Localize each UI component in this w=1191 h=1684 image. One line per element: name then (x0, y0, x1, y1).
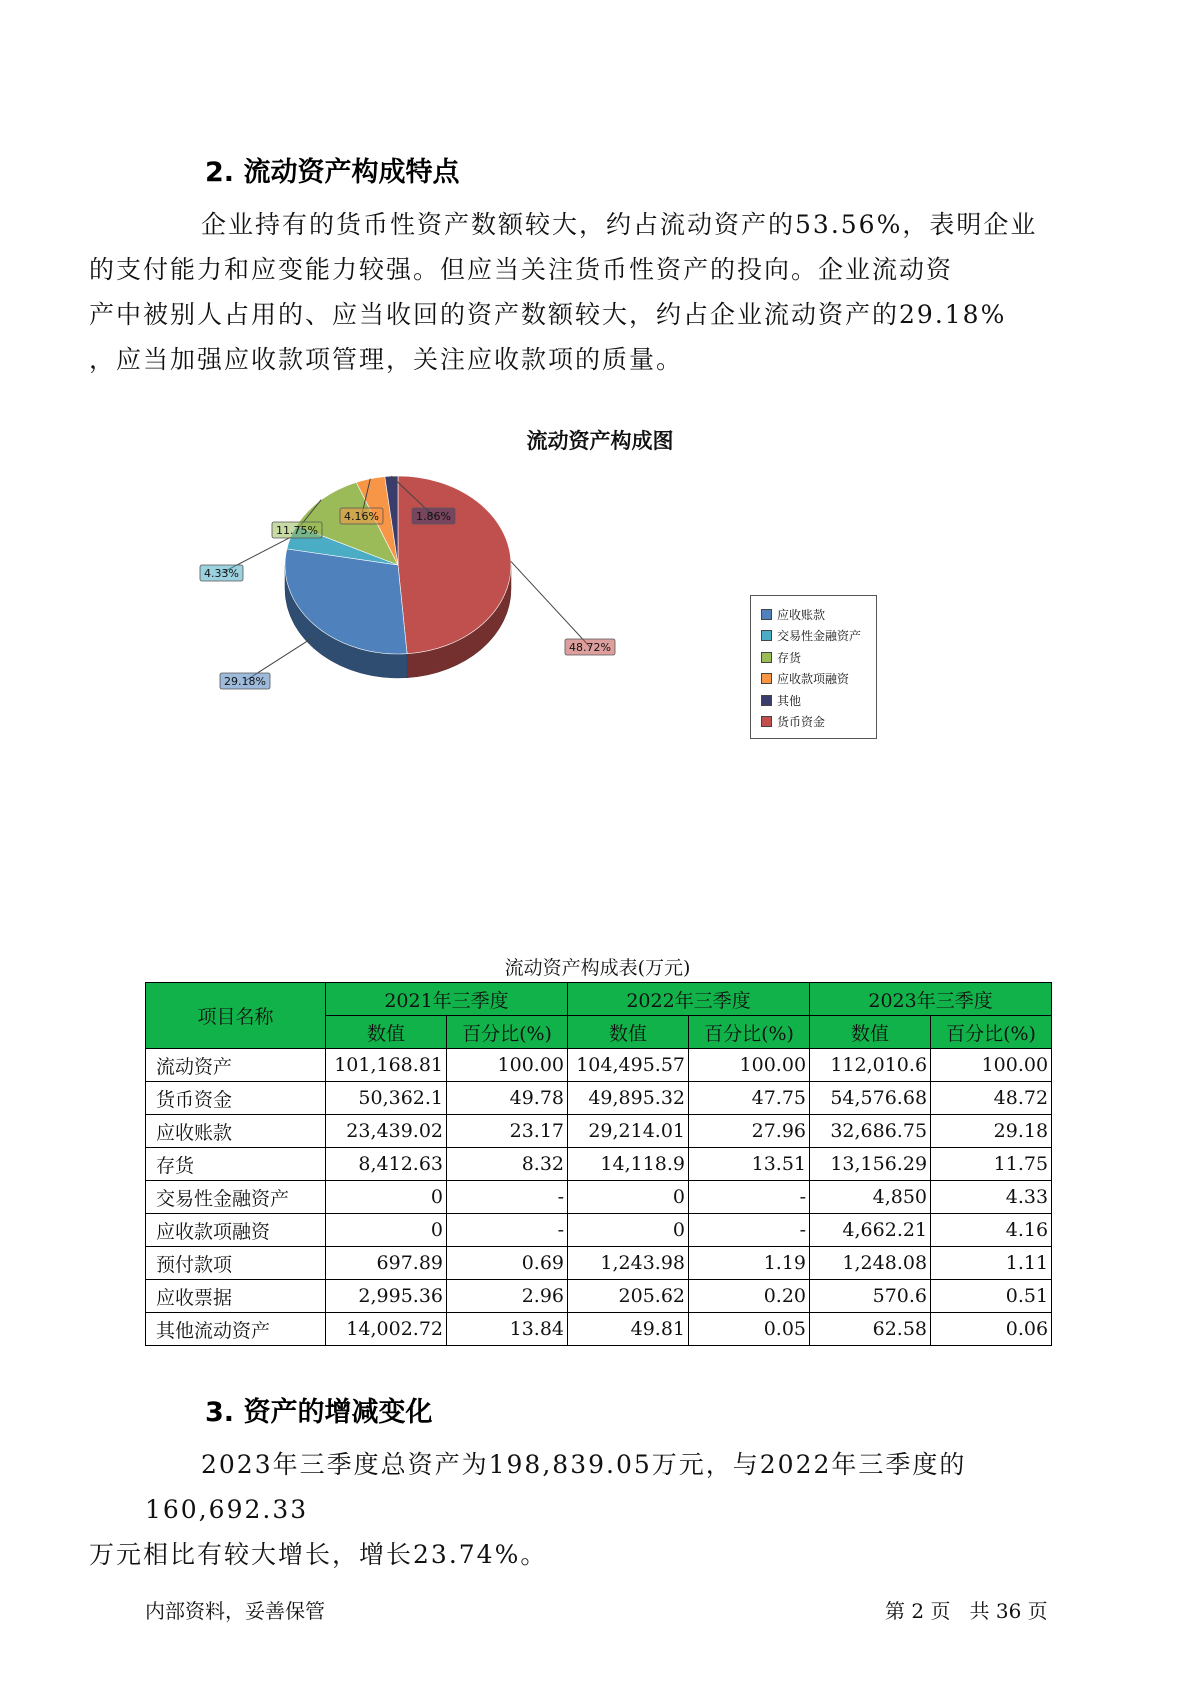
value-cell: 50,362.1 (326, 1082, 447, 1115)
row-label: 货币资金 (146, 1082, 326, 1115)
percent-cell: 13.51 (689, 1148, 810, 1181)
percent-cell: 27.96 (689, 1115, 810, 1148)
row-label: 交易性金融资产 (146, 1181, 326, 1214)
value-cell: 0 (326, 1214, 447, 1247)
period-header: 2022年三季度 (568, 983, 810, 1016)
section-3-paragraph (89, 1442, 1050, 1577)
value-cell: 1,248.08 (810, 1247, 931, 1280)
value-cell: 0 (568, 1214, 689, 1247)
percent-header: 百分比(%) (447, 1016, 568, 1049)
current-assets-table (145, 982, 1052, 1346)
table-row (146, 1082, 1052, 1115)
percent-cell: - (447, 1181, 568, 1214)
percent-cell: 23.17 (447, 1115, 568, 1148)
period-header: 2023年三季度 (810, 983, 1052, 1016)
percent-header: 百分比(%) (931, 1016, 1052, 1049)
value-cell: 54,576.68 (810, 1082, 931, 1115)
value-cell: 101,168.81 (326, 1049, 447, 1082)
table-row (146, 1148, 1052, 1181)
percent-cell: 1.11 (931, 1247, 1052, 1280)
legend-label: 其他 (777, 693, 802, 708)
value-cell: 205.62 (568, 1280, 689, 1313)
legend-item (761, 714, 825, 730)
value-cell: 4,662.21 (810, 1214, 931, 1247)
legend-item (761, 692, 801, 708)
percent-cell: 100.00 (931, 1049, 1052, 1082)
value-cell: 62.58 (810, 1313, 931, 1346)
percent-cell: 8.32 (447, 1148, 568, 1181)
percent-cell: 11.75 (931, 1148, 1052, 1181)
value-cell: 29,214.01 (568, 1115, 689, 1148)
legend-swatch (761, 673, 772, 684)
data-label: 29.18% (224, 675, 266, 688)
percent-cell: - (689, 1214, 810, 1247)
data-label: 1.86% (416, 510, 451, 523)
table-row (146, 1181, 1052, 1214)
table-caption: 流动资产构成表(万元) (504, 957, 691, 979)
percent-cell: 13.84 (447, 1313, 568, 1346)
percent-cell: 0.20 (689, 1280, 810, 1313)
row-label: 流动资产 (146, 1049, 326, 1082)
legend-item (761, 649, 801, 665)
label-leader-line (511, 561, 590, 647)
table-row (146, 1313, 1052, 1346)
percent-cell: 0.69 (447, 1247, 568, 1280)
percent-cell: 4.33 (931, 1181, 1052, 1214)
data-label: 11.75% (276, 524, 318, 537)
table-row (146, 1247, 1052, 1280)
legend-label: 应收账款 (777, 607, 826, 622)
percent-cell: 29.18 (931, 1115, 1052, 1148)
value-cell: 570.6 (810, 1280, 931, 1313)
percent-cell: 47.75 (689, 1082, 810, 1115)
table-row (146, 1214, 1052, 1247)
percent-cell: 0.06 (931, 1313, 1052, 1346)
section-2-paragraph (89, 202, 1050, 382)
footer-left: 内部资料，妥善保管 (145, 1599, 325, 1623)
percent-cell: - (689, 1181, 810, 1214)
chart-title: 流动资产构成图 (526, 429, 674, 453)
table-row (146, 1049, 1052, 1082)
item-name-header: 项目名称 (146, 983, 326, 1049)
value-cell: 2,995.36 (326, 1280, 447, 1313)
value-cell: 112,010.6 (810, 1049, 931, 1082)
percent-cell: 48.72 (931, 1082, 1052, 1115)
period-header: 2021年三季度 (326, 983, 568, 1016)
legend-swatch (761, 609, 772, 620)
percent-cell: 0.05 (689, 1313, 810, 1346)
value-cell: 0 (326, 1181, 447, 1214)
paragraph-line: 万元相比有较大增长，增长23.74%。 (89, 1540, 548, 1569)
percent-cell: 2.96 (447, 1280, 568, 1313)
legend-swatch (761, 630, 772, 641)
legend-label: 存货 (777, 650, 802, 665)
legend-item (761, 628, 861, 644)
percent-cell: 100.00 (689, 1049, 810, 1082)
data-label: 4.16% (344, 510, 379, 523)
value-cell: 0 (568, 1181, 689, 1214)
table-header-row (146, 983, 1052, 1016)
row-label: 应收款项融资 (146, 1214, 326, 1247)
paragraph-line: 产中被别人占用的、应当收回的资产数额较大，约占企业流动资产的29.18% (89, 300, 1007, 329)
value-cell: 14,118.9 (568, 1148, 689, 1181)
value-cell: 14,002.72 (326, 1313, 447, 1346)
percent-cell: 1.19 (689, 1247, 810, 1280)
legend-swatch (761, 716, 772, 727)
row-label: 存货 (146, 1148, 326, 1181)
value-cell: 32,686.75 (810, 1115, 931, 1148)
row-label: 预付款项 (146, 1247, 326, 1280)
paragraph-line: 2023年三季度总资产为198,839.05万元，与2022年三季度的160,692.33 (145, 1450, 967, 1524)
row-label: 应收票据 (146, 1280, 326, 1313)
percent-cell: 4.16 (931, 1214, 1052, 1247)
value-cell: 13,156.29 (810, 1148, 931, 1181)
legend-label: 应收款项融资 (777, 672, 850, 686)
percent-header: 百分比(%) (689, 1016, 810, 1049)
legend-label: 货币资金 (777, 715, 826, 729)
row-label: 其他流动资产 (146, 1313, 326, 1346)
value-header: 数值 (326, 1016, 447, 1049)
value-cell: 104,495.57 (568, 1049, 689, 1082)
percent-cell: 100.00 (447, 1049, 568, 1082)
chart-legend (750, 595, 877, 739)
row-label: 应收账款 (146, 1115, 326, 1148)
value-cell: 4,850 (810, 1181, 931, 1214)
percent-cell: 49.78 (447, 1082, 568, 1115)
legend-item (761, 671, 849, 687)
value-cell: 23,439.02 (326, 1115, 447, 1148)
table-row (146, 1280, 1052, 1313)
legend-label: 交易性金融资产 (777, 629, 862, 643)
value-header: 数值 (810, 1016, 931, 1049)
paragraph-line: 的支付能力和应变能力较强。但应当关注货币性资产的投向。企业流动资 (89, 255, 954, 284)
legend-swatch (761, 695, 772, 706)
value-header: 数值 (568, 1016, 689, 1049)
data-label: 48.72% (569, 641, 611, 654)
percent-cell: 0.51 (931, 1280, 1052, 1313)
percent-cell: - (447, 1214, 568, 1247)
legend-swatch (761, 652, 772, 663)
section-2-heading: 2. 流动资产构成特点 (205, 157, 460, 188)
pie-slice (285, 549, 407, 654)
value-cell: 49,895.32 (568, 1082, 689, 1115)
value-cell: 8,412.63 (326, 1148, 447, 1181)
value-cell: 49.81 (568, 1313, 689, 1346)
value-cell: 1,243.98 (568, 1247, 689, 1280)
paragraph-line: 企业持有的货币性资产数额较大，约占流动资产的53.56%，表明企业 (201, 210, 1038, 239)
section-3-heading: 3. 资产的增减变化 (205, 1397, 433, 1428)
value-cell: 697.89 (326, 1247, 447, 1280)
table-row (146, 1115, 1052, 1148)
data-label: 4.33% (204, 567, 239, 580)
footer-page-number: 第 2 页 共 36 页 (885, 1599, 1048, 1623)
paragraph-line: ，应当加强应收款项管理，关注应收款项的质量。 (89, 345, 684, 374)
legend-item (761, 606, 825, 622)
